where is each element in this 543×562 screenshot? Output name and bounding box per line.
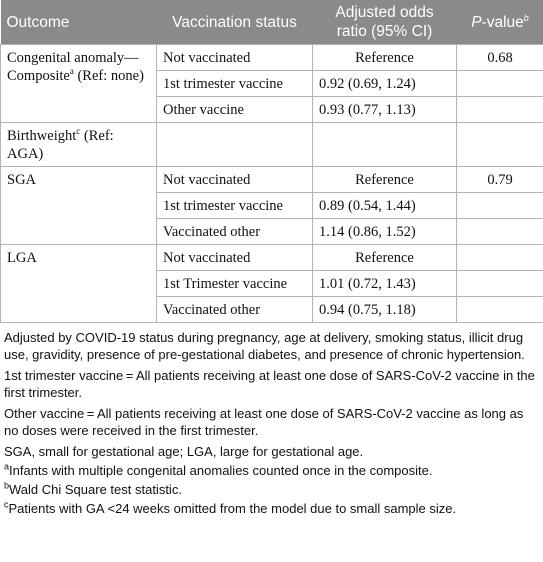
cell-status: 1st Trimester vaccine [157, 271, 313, 297]
cell-pvalue-empty [457, 123, 543, 167]
cell-aor: 1.14 (0.86, 1.52) [313, 219, 457, 245]
header-p-italic: P [471, 13, 482, 31]
cell-pvalue-empty [457, 297, 543, 323]
cell-pvalue: 0.79 [457, 167, 543, 193]
cell-aor: 0.94 (0.75, 1.18) [313, 297, 457, 323]
footnote-b [4, 481, 539, 498]
cell-status: Not vaccinated [157, 45, 313, 71]
cell-aor: 0.89 (0.54, 1.44) [313, 193, 457, 219]
footnote-c-marker: c [4, 499, 9, 510]
cell-outcome-birthweight [1, 123, 157, 167]
cell-aor: Reference [313, 167, 457, 193]
table-row [1, 167, 543, 193]
outcome-ref: (Ref: AGA) [7, 128, 114, 162]
outcome-ref: (Ref: none) [73, 68, 144, 84]
table-row [1, 45, 543, 71]
cell-pvalue-empty [457, 97, 543, 123]
outcome-label: Birthweight [7, 128, 77, 144]
header-p-value [457, 0, 543, 45]
footnote-b-marker: b [4, 480, 10, 491]
cell-pvalue-empty [457, 193, 543, 219]
cell-aor-empty [313, 123, 457, 167]
cell-status-empty [157, 123, 313, 167]
footnote-marker: a [69, 66, 74, 77]
cell-outcome-sga: SGA [1, 167, 157, 245]
cell-pvalue: 0.68 [457, 45, 543, 71]
note-other-vaccine: Other vaccine = All patients receiving at least one dose of SARS-CoV-2 vaccine as long as no doses were received in the first trimester. [4, 406, 524, 438]
cell-aor: Reference [313, 245, 457, 271]
cell-status: 1st trimester vaccine [157, 193, 313, 219]
footnote-a [4, 462, 539, 479]
footnote-a-marker: a [4, 461, 10, 472]
header-adjusted-odds-ratio: Adjusted odds ratio (95% CI) [313, 0, 457, 45]
cell-aor: 0.93 (0.77, 1.13) [313, 97, 457, 123]
cell-status: Not vaccinated [157, 167, 313, 193]
header-p-rest: -value [481, 13, 524, 31]
cell-status: Vaccinated other [157, 297, 313, 323]
header-p-sup: b [523, 12, 529, 23]
header-vaccination-status: Vaccination status [157, 0, 313, 45]
footnote-marker: c [76, 126, 81, 137]
cell-aor: Reference [313, 45, 457, 71]
table-row [1, 245, 543, 271]
cell-aor: 0.92 (0.69, 1.24) [313, 71, 457, 97]
header-row [1, 0, 543, 45]
note-first-trimester: 1st trimester vaccine = All patients receiving at least one dose of SARS-CoV-2 vaccine in the first trimester. [4, 368, 535, 400]
note-abbreviations: SGA, small for gestational age; LGA, large for gestational age. [4, 444, 364, 459]
cell-pvalue-empty [457, 219, 543, 245]
cell-pvalue-empty [457, 271, 543, 297]
cell-outcome-lga: LGA [1, 245, 157, 323]
cell-outcome-congenital [1, 45, 157, 123]
table-row [1, 123, 543, 167]
footnote-c [4, 500, 539, 517]
cell-status: Not vaccinated [157, 245, 313, 271]
footnote-b-text: Wald Chi Square test statistic. [9, 482, 182, 497]
header-outcome: Outcome [1, 0, 157, 45]
footnote-c-text: Patients with GA <24 weeks omitted from the model due to small sample size. [8, 501, 457, 516]
cell-status: Vaccinated other [157, 219, 313, 245]
cell-aor: 1.01 (0.72, 1.43) [313, 271, 457, 297]
outcome-label: Congenital anomaly—Composite [7, 50, 139, 84]
cell-pvalue-empty [457, 71, 543, 97]
cell-status: Other vaccine [157, 97, 313, 123]
note-adjusted: Adjusted by COVID-19 status during pregnancy, age at delivery, smoking status, illicit drug use, gravidity, presence of pre-gestational diabetes, and presence of chronic hypertension. [4, 330, 525, 362]
footnote-a-text: Infants with multiple congenital anomalies counted once in the composite. [9, 463, 433, 478]
cell-pvalue-empty [457, 245, 543, 271]
cell-status: 1st trimester vaccine [157, 71, 313, 97]
table-footnotes [0, 323, 543, 517]
